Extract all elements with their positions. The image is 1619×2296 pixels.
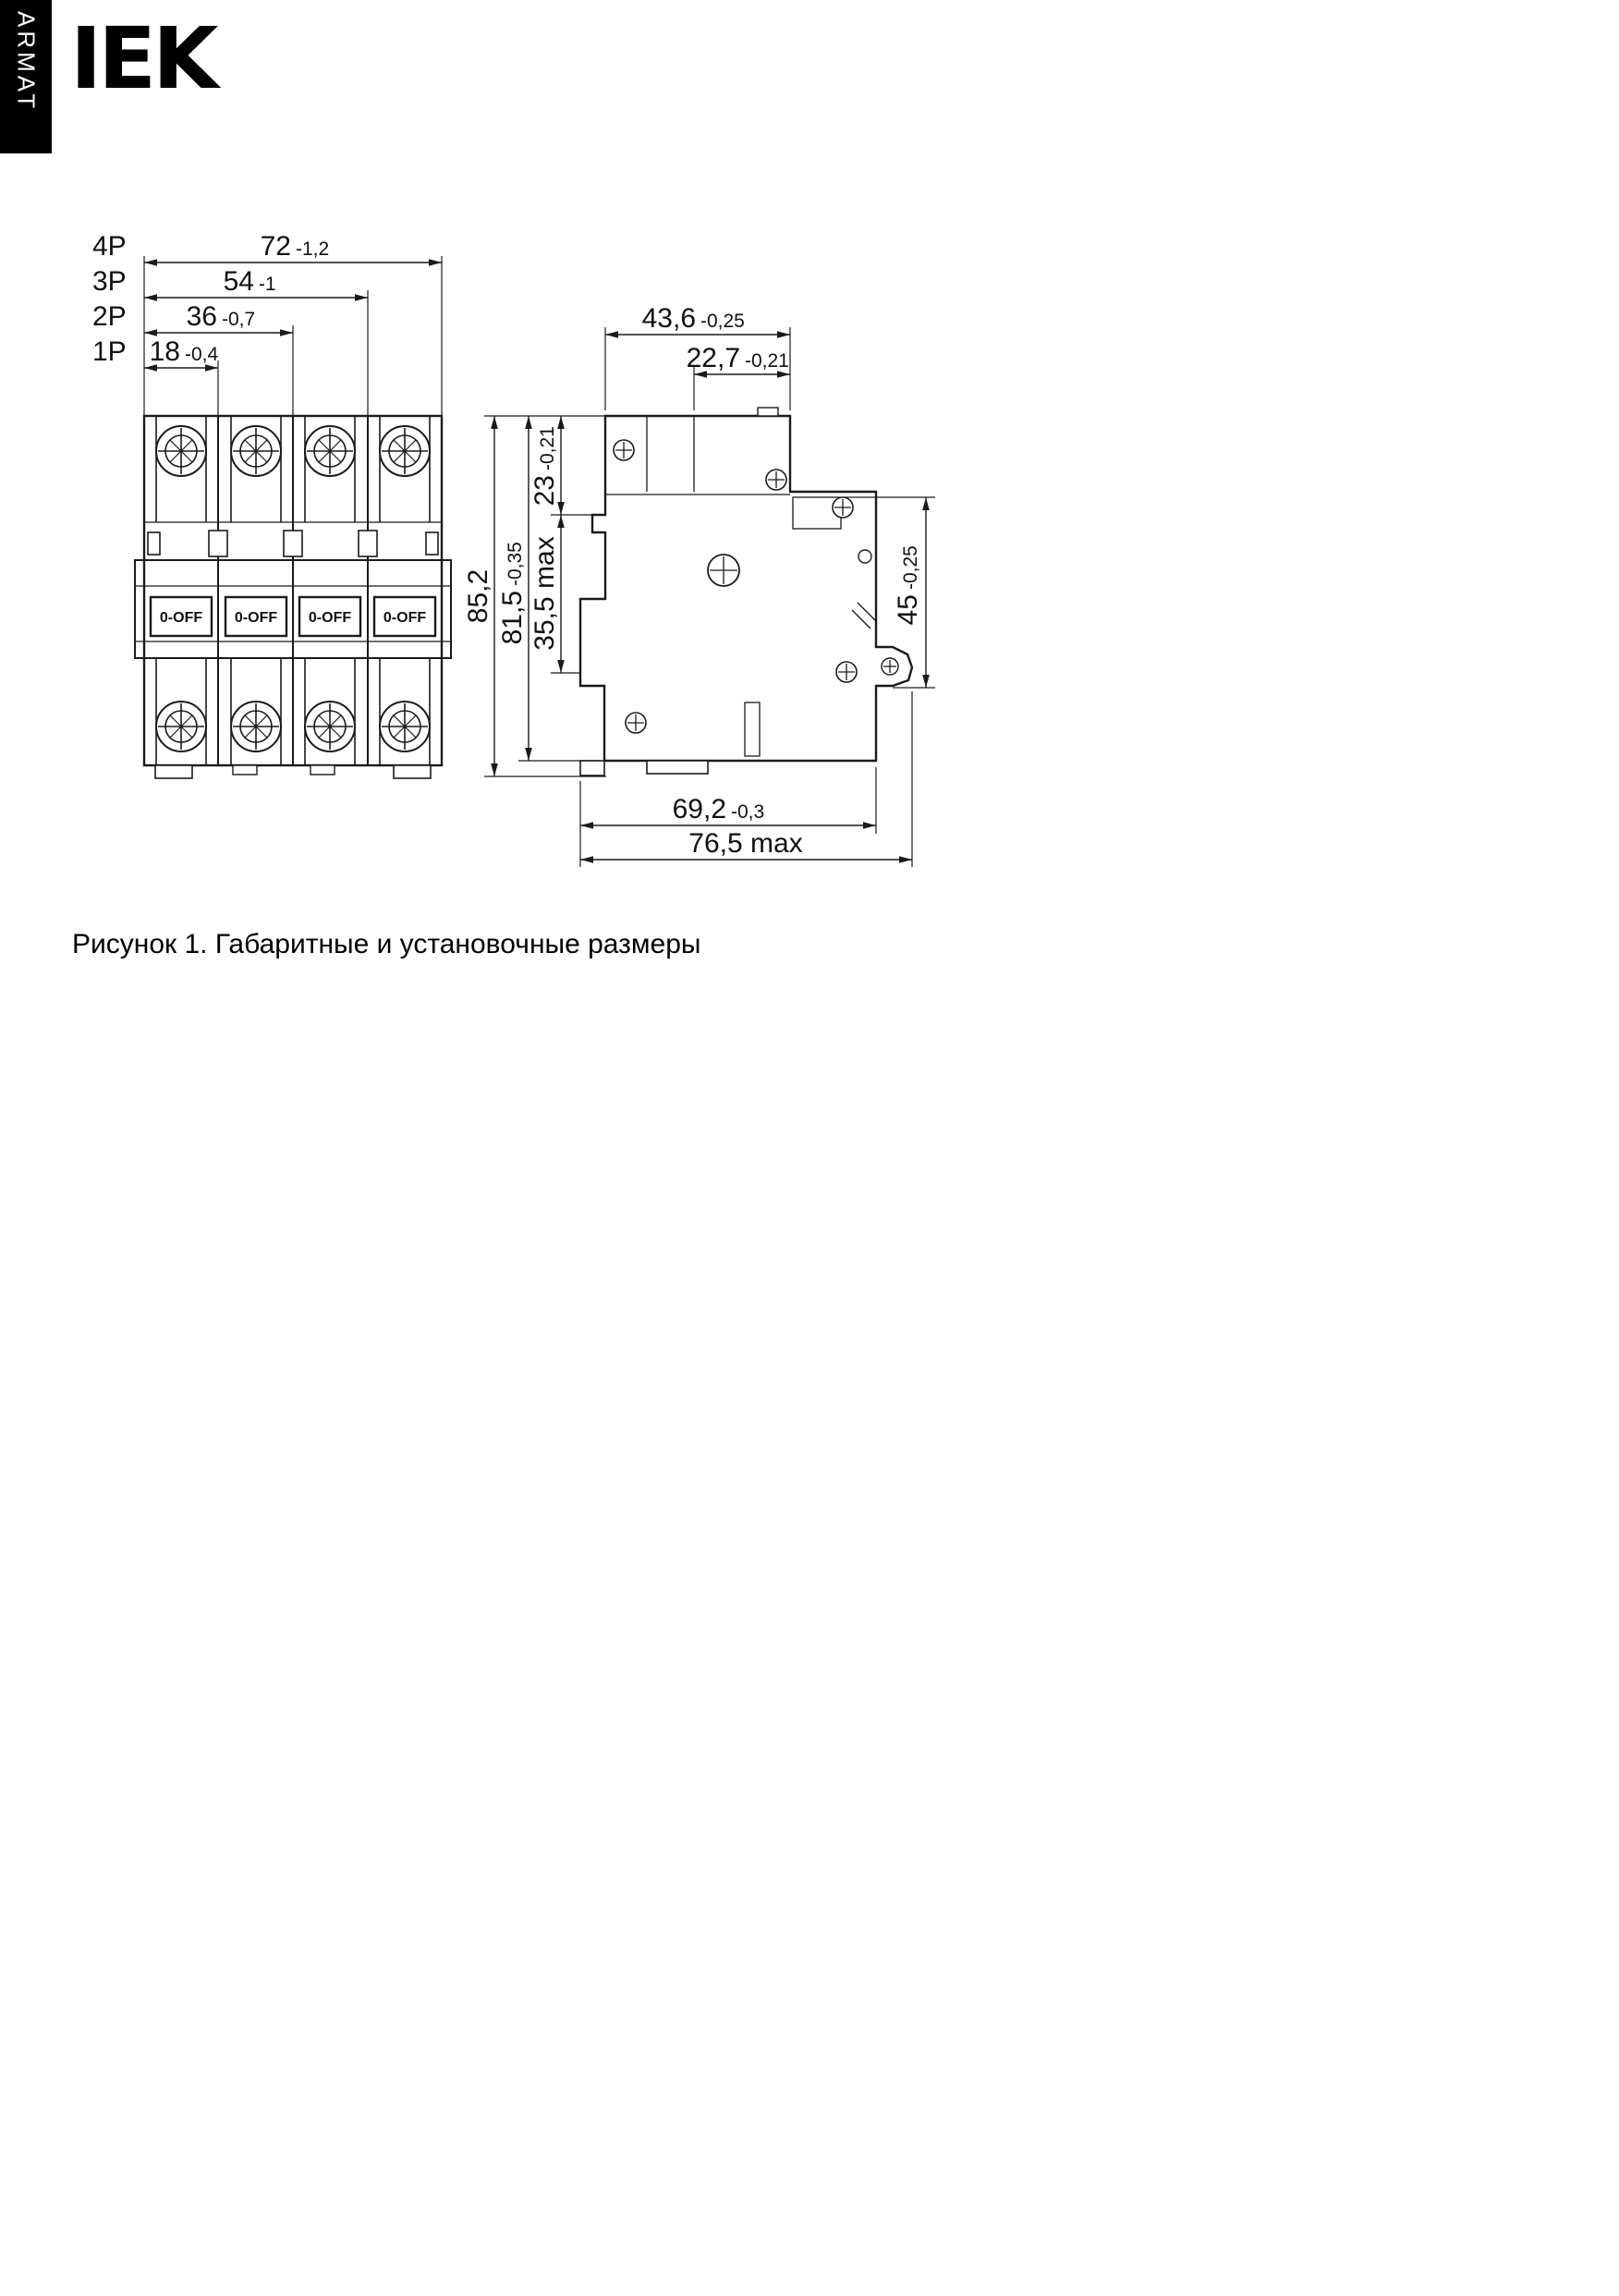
dim-depth-upper-tolerance: -0,21 (745, 350, 789, 372)
dim-2p (92, 301, 293, 333)
dim-2p-value: 36 (186, 301, 217, 332)
toggle-label-3: 0-OFF (308, 610, 352, 626)
dim-rail-clip-height-tolerance: -0,25 (900, 545, 921, 590)
pole-label-1p: 1P (92, 336, 127, 367)
iek-logo: IEK (70, 9, 215, 108)
figure-caption: Рисунок 1. Габаритные и установочные размеры (72, 929, 701, 959)
dim-4p-value: 72 (260, 231, 291, 262)
dim-1p-value: 18 (149, 336, 180, 367)
dim-height-overall-value: 85,2 (463, 568, 493, 624)
pole-label-4p: 4P (92, 231, 127, 262)
toggle-label-4: 0-OFF (383, 610, 427, 626)
dim-height-body-tolerance: -0,35 (505, 542, 526, 586)
dim-4p-tolerance: -1,2 (296, 238, 330, 260)
dim-height-overall (463, 416, 494, 776)
dim-depth-max-value: 76,5 max (688, 828, 803, 859)
toggle-label-2: 0-OFF (234, 610, 278, 626)
dim-depth-total-tolerance: -0,25 (700, 311, 745, 332)
dim-height-body (497, 416, 529, 761)
dim-3p (92, 266, 368, 298)
pole-label-3p: 3P (92, 266, 127, 297)
side-body-outline (580, 416, 912, 761)
front-view-drawing (135, 416, 451, 778)
dim-depth-upper (687, 343, 790, 374)
dim-mount-depth (580, 794, 876, 825)
dim-depth-total (605, 303, 790, 335)
dim-front-section-max-value: 35,5 max (530, 536, 560, 651)
front-view-dimensions (92, 231, 442, 416)
dim-depth-total-value: 43,6 (641, 303, 696, 334)
dim-front-section-max (530, 515, 561, 673)
dim-terminal-depth-tolerance: -0,21 (537, 426, 558, 470)
dim-rail-clip-height-value: 45 (893, 594, 923, 626)
dim-1p-tolerance: -0,4 (185, 344, 219, 365)
toggle-label-1: 0-OFF (159, 610, 203, 626)
dim-mount-depth-tolerance: -0,3 (731, 801, 765, 823)
dim-terminal-depth-value: 23 (530, 475, 560, 507)
dim-depth-upper-value: 22,7 (686, 343, 740, 373)
front-feet (155, 765, 431, 778)
dim-1p (92, 336, 219, 368)
dim-3p-value: 54 (223, 266, 254, 297)
dim-terminal-depth (530, 416, 561, 515)
dim-depth-max (580, 828, 912, 860)
side-view-drawing (580, 408, 912, 776)
dim-mount-depth-value: 69,2 (672, 794, 726, 824)
dim-3p-tolerance: -1 (259, 274, 276, 295)
dim-4p (92, 231, 442, 263)
pole-label-2p: 2P (92, 301, 127, 332)
brand-vertical-label: ARMAT (12, 11, 41, 113)
technical-drawing (0, 0, 1619, 924)
dim-height-body-value: 81,5 (497, 591, 528, 645)
dim-2p-tolerance: -0,7 (222, 309, 256, 330)
